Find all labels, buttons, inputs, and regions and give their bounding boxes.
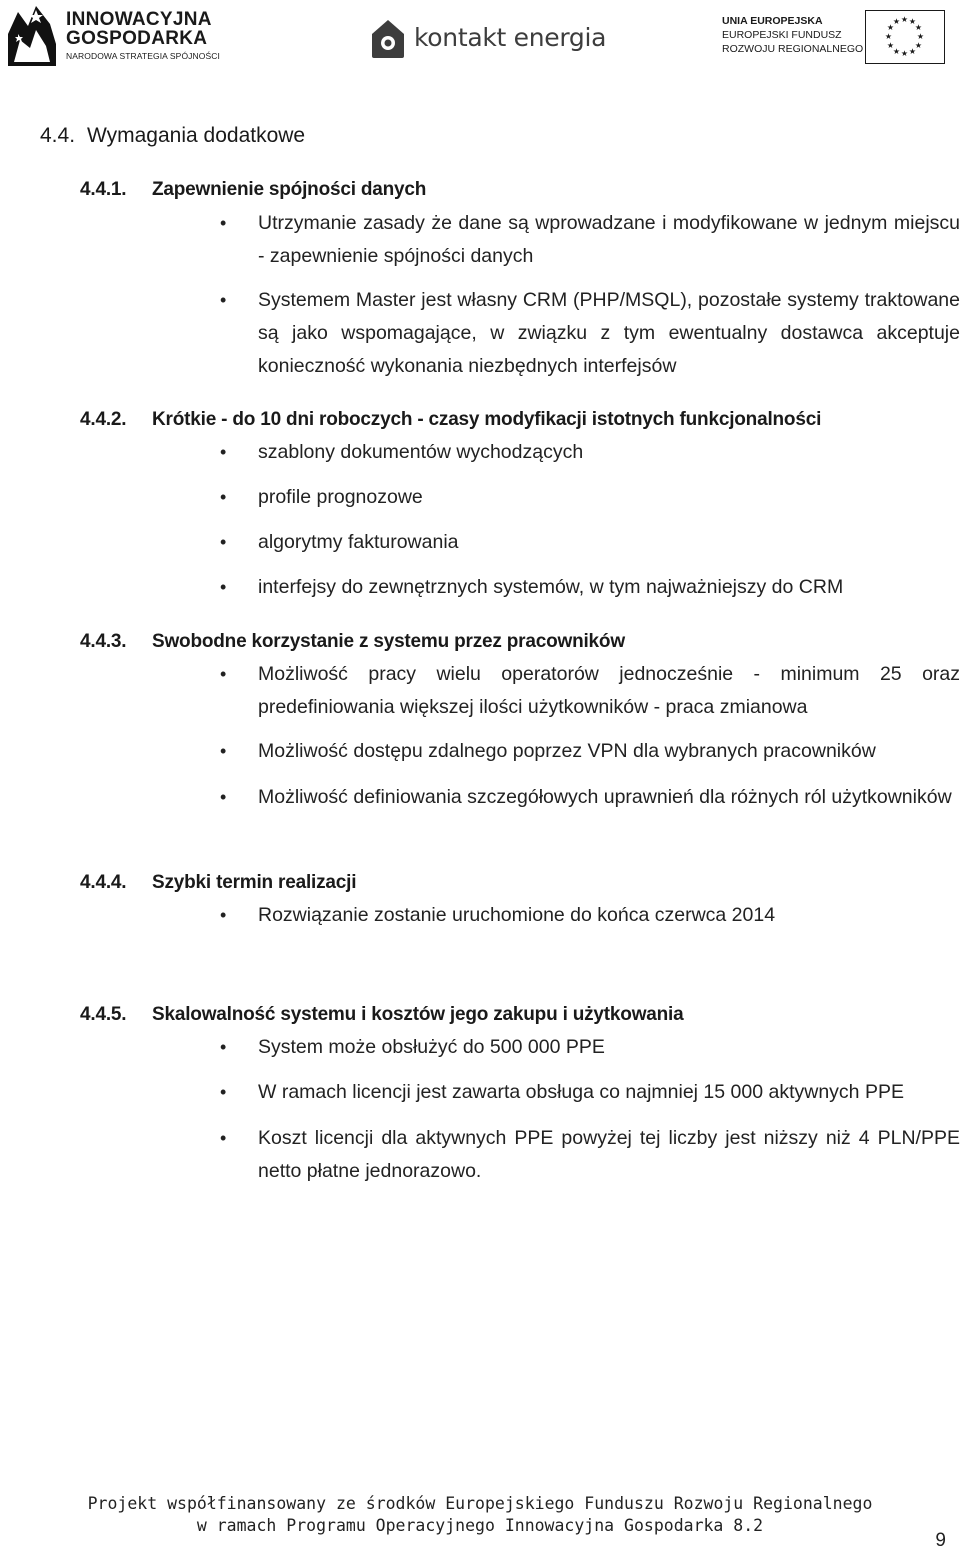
eu-logo-line3: ROZWOJU REGIONALNEGO	[722, 43, 864, 55]
page-footer	[0, 1493, 960, 1537]
list-item	[220, 284, 960, 383]
svg-text:★: ★	[884, 32, 893, 41]
svg-text:★: ★	[892, 17, 901, 26]
list-item	[220, 899, 960, 932]
innowacyjna-gospodarka-logo	[6, 4, 221, 70]
bullet-icon: •	[220, 787, 227, 807]
subsection-title-text: Krótkie - do 10 dni roboczych - czasy modyfikacji istotnych funkcjonalności	[152, 409, 822, 430]
list-item-text: Możliwość dostępu zdalnego poprzez VPN dla wybranych pracowników	[258, 740, 876, 762]
list-item-text: Utrzymanie zasady że dane są wprowadzane i modyfikowane w jednym miejscu - zapewnienie spójności danych	[258, 212, 960, 267]
svg-text:★: ★	[886, 23, 895, 32]
svg-text:★: ★	[908, 17, 917, 26]
bullet-icon: •	[220, 577, 227, 597]
eu-flag-icon	[865, 10, 945, 64]
svg-text:★: ★	[900, 15, 909, 24]
list-item-text: profile prognozowe	[258, 486, 423, 508]
list-item-text: szablony dokumentów wychodzących	[258, 441, 584, 463]
bullet-icon: •	[220, 213, 227, 233]
subsection-title-text: Zapewnienie spójności danych	[152, 179, 427, 200]
subsection-number: 4.4.4.	[80, 872, 127, 893]
svg-text:★: ★	[916, 32, 925, 41]
svg-text:★: ★	[886, 41, 895, 50]
subsection-title	[80, 179, 426, 201]
house-icon	[370, 18, 406, 60]
list-item	[220, 526, 960, 559]
list-item-text: algorytmy fakturowania	[258, 531, 459, 553]
list-item	[220, 781, 960, 814]
section-heading	[40, 124, 305, 148]
subsection-title	[80, 631, 625, 653]
bullet-icon: •	[220, 1037, 227, 1057]
bullet-icon: •	[220, 1128, 227, 1148]
svg-text:★: ★	[914, 23, 923, 32]
list-item	[220, 571, 960, 604]
subsection-number: 4.4.5.	[80, 1004, 127, 1025]
eu-logo-line1: UNIA EUROPEJSKA	[722, 15, 823, 27]
list-item	[220, 658, 960, 724]
list-item	[220, 1122, 960, 1188]
ig-logo-line3: NARODOWA STRATEGIA SPÓJNOŚCI	[66, 51, 220, 61]
page-header	[0, 0, 960, 80]
svg-text:★: ★	[914, 41, 923, 50]
list-item-text: Systemem Master jest własny CRM (PHP/MSQL), pozostałe systemy traktowane są jako wspomagające, w związku z tym ewentualny dostawca akceptuje konieczność wykonania niezbędnych interfejsów	[258, 289, 960, 377]
list-item-text: interfejsy do zewnętrznych systemów, w tym najważniejszy do CRM	[258, 576, 844, 598]
subsection-number: 4.4.3.	[80, 631, 127, 652]
svg-text:★: ★	[908, 47, 917, 56]
section-heading-title: Wymagania dodatkowe	[87, 124, 306, 147]
list-item	[220, 735, 960, 768]
bullet-icon: •	[220, 442, 227, 462]
list-item-text: Rozwiązanie zostanie uruchomione do końca czerwca 2014	[258, 904, 776, 926]
list-item	[220, 481, 960, 514]
eu-logo-line2: EUROPEJSKI FUNDUSZ	[722, 29, 842, 41]
bullet-icon: •	[220, 741, 227, 761]
subsection-title	[80, 409, 821, 431]
section-heading-number: 4.4.	[40, 124, 76, 147]
subsection-title-text: Swobodne korzystanie z systemu przez pracowników	[152, 631, 625, 652]
innowacyjna-gospodarka-emblem-icon	[6, 4, 62, 70]
bullet-icon: •	[220, 290, 227, 310]
bullet-icon: •	[220, 487, 227, 507]
subsection-number: 4.4.2.	[80, 409, 127, 430]
bullet-icon: •	[220, 532, 227, 552]
subsection-title-text: Szybki termin realizacji	[152, 872, 357, 893]
svg-text:★: ★	[892, 47, 901, 56]
list-item-text: System może obsłużyć do 500 000 PPE	[258, 1036, 605, 1058]
ig-logo-line1: INNOWACYJNA	[66, 9, 212, 30]
list-item-text: Koszt licencji dla aktywnych PPE powyżej tej liczby jest niższy niż 4 PLN/PPE netto płatne jednorazowo.	[258, 1127, 960, 1182]
bullet-icon: •	[220, 905, 227, 925]
subsection-number: 4.4.1.	[80, 179, 127, 200]
list-item	[220, 207, 960, 273]
footer-line1: Projekt współfinansowany ze środków Europejskiego Funduszu Rozwoju Regionalnego	[87, 1494, 873, 1513]
list-item-text: W ramach licencji jest zawarta obsługa co najmniej 15 000 aktywnych PPE	[258, 1081, 904, 1103]
subsection-title	[80, 872, 356, 894]
svg-text:★: ★	[900, 49, 909, 58]
subsection-title-text: Skalowalność systemu i kosztów jego zakupu i użytkowania	[152, 1004, 684, 1025]
subsection-title	[80, 1004, 684, 1026]
list-item-text: Możliwość pracy wielu operatorów jednocześnie - minimum 25 oraz predefiniowania większej ilości użytkowników - praca zmianowa	[258, 663, 960, 718]
ig-logo-line2: GOSPODARKA	[66, 28, 208, 49]
list-item-text: Możliwość definiowania szczegółowych uprawnień dla różnych ról użytkowników	[258, 786, 952, 808]
page-number: 9	[935, 1530, 946, 1551]
bullet-icon: •	[220, 664, 227, 684]
eu-logo	[722, 10, 954, 70]
list-item	[220, 1076, 960, 1109]
bullet-icon: •	[220, 1082, 227, 1102]
kontakt-energia-wordmark: kontakt energia	[414, 23, 607, 52]
list-item	[220, 1031, 960, 1064]
footer-line2: w ramach Programu Operacyjnego Innowacyjna Gospodarka 8.2	[196, 1516, 764, 1535]
list-item	[220, 436, 960, 469]
